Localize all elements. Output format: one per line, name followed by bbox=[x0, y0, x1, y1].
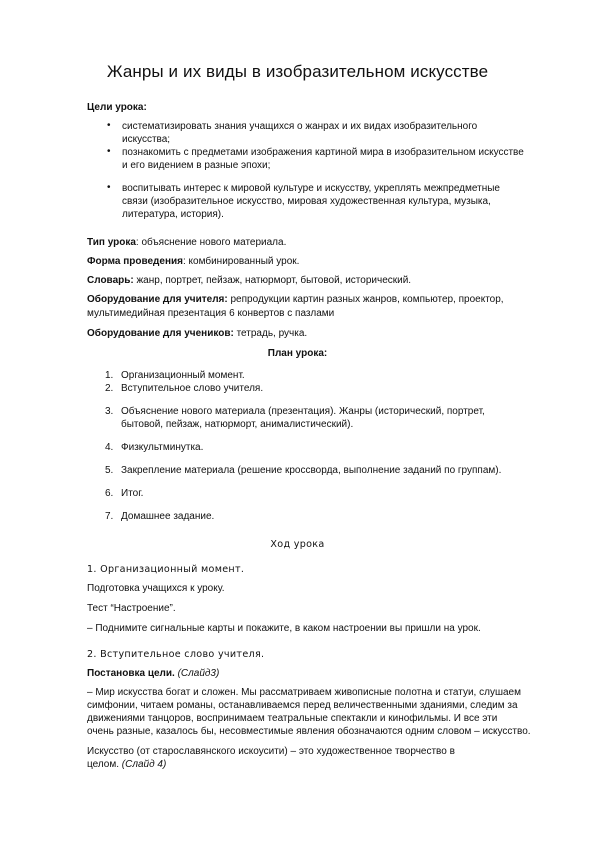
goal-setting bbox=[87, 667, 219, 681]
student-equipment-label: Оборудование для учеников: bbox=[87, 328, 234, 339]
goal-line: связи (изобразительное искусство, мировая художественная культура, музыка, bbox=[122, 196, 491, 207]
plan-item: Вступительное слово учителя. bbox=[121, 383, 264, 394]
bullet-icon: • bbox=[107, 182, 111, 193]
plan-item: Объяснение нового материала (презентация). Жанры (исторический, портрет, bbox=[121, 406, 485, 417]
plan-item: бытовой, пейзаж, натюрморт, анималистический). bbox=[121, 419, 354, 430]
lesson-form-label: Форма проведения bbox=[87, 256, 183, 267]
section2-heading: 2. Вступительное слово учителя. bbox=[87, 649, 265, 660]
goal-line: искусства; bbox=[122, 134, 171, 145]
teacher-equipment-line2: мультимедийная презентация 6 конвертов с пазлами bbox=[87, 308, 335, 319]
art-definition-slide: (Слайд 4) bbox=[119, 759, 167, 770]
section1-p3: – Поднимите сигнальные карты и покажите, в каком настроении вы пришли на урок. bbox=[87, 623, 481, 634]
plan-item: Закрепление материала (решение кроссворда, выполнение заданий по группам). bbox=[121, 465, 502, 476]
course-heading: Ход урока bbox=[270, 539, 325, 550]
goals-heading: Цели урока: bbox=[87, 102, 147, 113]
plan-item-number: 5. bbox=[105, 465, 114, 476]
bullet-icon: • bbox=[107, 146, 111, 157]
lesson-type bbox=[87, 236, 286, 250]
section2-para-line: очень разные, казалось бы, несовместимые явления обозначаются одним словом – искусство. bbox=[87, 726, 531, 737]
plan-heading: План урока: bbox=[267, 348, 328, 359]
vocabulary bbox=[87, 274, 411, 288]
plan-item: Итог. bbox=[121, 488, 144, 499]
student-equipment-value: тетрадь, ручка. bbox=[233, 328, 308, 339]
goal-line: и его видением в разные эпохи; bbox=[122, 160, 271, 171]
plan-item-number: 4. bbox=[105, 442, 114, 453]
goal-line: воспитывать интерес к мировой культуре и искусству, укреплять межпредметные bbox=[122, 183, 500, 194]
plan-item-number: 3. bbox=[105, 406, 114, 417]
art-definition-text: целом. bbox=[87, 759, 120, 770]
section2-para-line: симфонии, читаем романы, останавливаемся перед величественными зданиями, следим за bbox=[87, 700, 518, 711]
section1-heading: 1. Организационный момент. bbox=[87, 564, 245, 575]
vocabulary-value: жанр, портрет, пейзаж, натюрморт, бытовой, исторический. bbox=[133, 275, 412, 286]
lesson-type-value: : объяснение нового материала. bbox=[135, 237, 287, 248]
plan-item: Физкультминутка. bbox=[121, 442, 204, 453]
student-equipment bbox=[87, 327, 307, 341]
section1-p2: Тест “Настроение”. bbox=[87, 603, 176, 614]
art-definition-line2 bbox=[87, 758, 166, 772]
goal-setting-slide: (Слайд3) bbox=[174, 668, 220, 679]
teacher-equipment-value: репродукции картин разных жанров, компьютер, проектор, bbox=[227, 294, 504, 305]
art-definition-line1: Искусство (от старославянского искоусити) – это художественное творчество в bbox=[87, 746, 455, 757]
goal-line: познакомить с предметами изображения картиной мира в изобразительном искусстве bbox=[122, 147, 524, 158]
section2-para-line: движениями танцоров, воспринимаем театральные спектакли и кинофильмы. И все эти bbox=[87, 713, 498, 724]
plan-item-number: 2. bbox=[105, 383, 114, 394]
plan-item: Домашнее задание. bbox=[121, 511, 215, 522]
lesson-type-label: Тип урока bbox=[87, 237, 136, 248]
section1-p1: Подготовка учащихся к уроку. bbox=[87, 583, 225, 594]
lesson-form bbox=[87, 255, 299, 269]
teacher-equipment bbox=[87, 293, 504, 307]
vocabulary-label: Словарь: bbox=[87, 275, 134, 286]
plan-item: Организационный момент. bbox=[121, 370, 245, 381]
goal-setting-label: Постановка цели. bbox=[87, 668, 175, 679]
goal-line: литература, история). bbox=[122, 209, 224, 220]
plan-item-number: 6. bbox=[105, 488, 114, 499]
document-title: Жанры и их виды в изобразительном искусстве bbox=[106, 62, 489, 81]
teacher-equipment-label: Оборудование для учителя: bbox=[87, 294, 228, 305]
plan-item-number: 7. bbox=[105, 511, 114, 522]
section2-para-line: – Мир искусства богат и сложен. Мы рассматриваем живописные полотна и статуи, слушаем bbox=[87, 687, 521, 698]
plan-item-number: 1. bbox=[105, 370, 114, 381]
lesson-form-value: : комбинированный урок. bbox=[183, 256, 300, 267]
goal-line: систематизировать знания учащихся о жанрах и их видах изобразительного bbox=[122, 121, 478, 132]
bullet-icon: • bbox=[107, 120, 111, 131]
